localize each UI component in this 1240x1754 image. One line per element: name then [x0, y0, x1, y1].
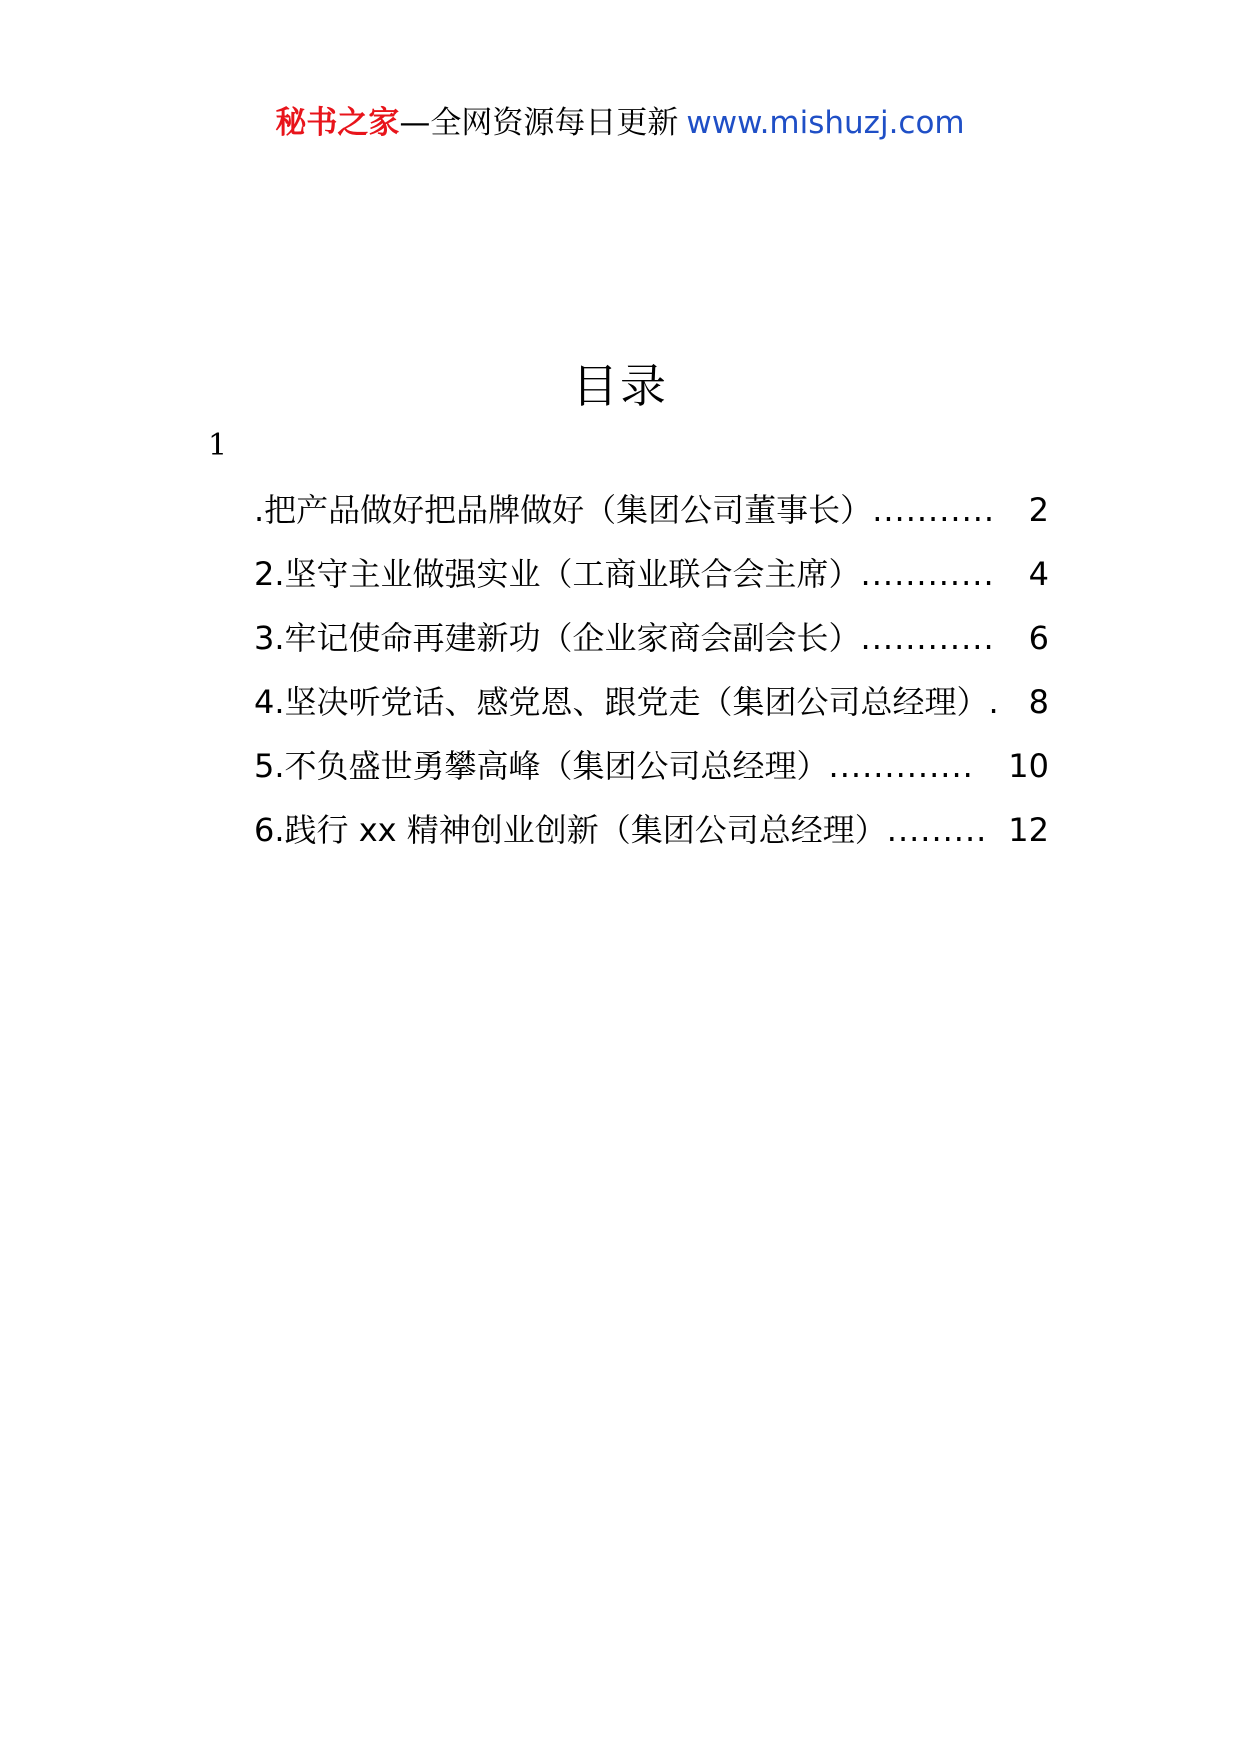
- toc-page-number: 12: [1008, 811, 1049, 849]
- toc-entry-title: 3.牢记使命再建新功（企业家商会副会长）: [254, 619, 861, 657]
- header-tagline: —全网资源每日更新: [399, 105, 679, 141]
- toc-page-number: 6: [1028, 619, 1049, 657]
- toc-entry[interactable]: [254, 548, 1049, 612]
- toc-entry-title: 5.不负盛世勇攀高峰（集团公司总经理）: [254, 747, 829, 785]
- toc-entry-title: 4.坚决听党话、感党恩、跟党走（集团公司总经理）: [254, 683, 989, 721]
- toc-dot-leader: .............: [828, 747, 974, 785]
- toc-dot-leader: .: [988, 683, 1000, 721]
- toc-entry[interactable]: [254, 484, 1049, 548]
- toc-entry-title: 2.坚守主业做强实业（工商业联合会主席）: [254, 555, 861, 593]
- toc-entry[interactable]: [254, 676, 1049, 740]
- document-title: 目录: [572, 359, 668, 413]
- toc-entry-title: .把产品做好把品牌做好（集团公司董事长）: [254, 491, 873, 529]
- table-of-contents: [254, 484, 1049, 868]
- page-header: [0, 101, 1240, 145]
- toc-entry[interactable]: [254, 804, 1049, 868]
- toc-page-number: 4: [1028, 555, 1049, 593]
- toc-dot-leader: ...........: [872, 491, 996, 529]
- toc-page-number: 2: [1028, 491, 1049, 529]
- toc-entry-title: 6.践行 xx 精神创业创新（集团公司总经理）: [254, 811, 887, 849]
- toc-dot-leader: ............: [860, 555, 995, 593]
- page-number-marker: 1: [208, 428, 228, 463]
- toc-dot-leader: .........: [886, 811, 988, 849]
- toc-entry[interactable]: [254, 740, 1049, 804]
- brand-name: 秘书之家: [275, 105, 400, 141]
- toc-page-number: 10: [1008, 747, 1049, 785]
- toc-dot-leader: ............: [860, 619, 995, 657]
- toc-page-number: 8: [1028, 683, 1049, 721]
- site-url-link[interactable]: www.mishuzj.com: [686, 105, 965, 141]
- toc-entry[interactable]: [254, 612, 1049, 676]
